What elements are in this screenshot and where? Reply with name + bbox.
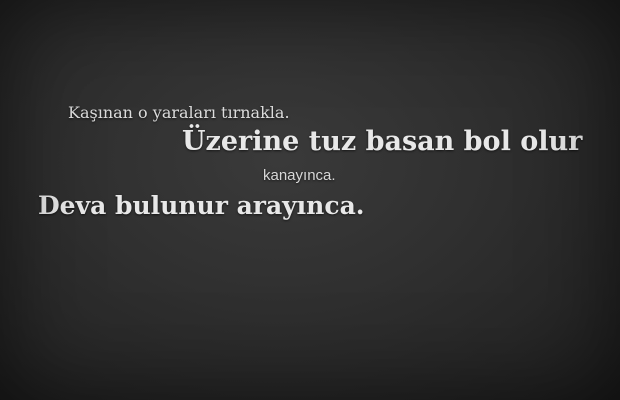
- poem-line-1: Kaşınan o yaraları tırnakla.: [68, 103, 290, 122]
- poem-line-3: kanayınca.: [263, 167, 336, 184]
- poem-line-2: Üzerine tuz basan bol olur: [182, 126, 583, 157]
- poem-line-4: Deva bulunur arayınca.: [38, 191, 365, 220]
